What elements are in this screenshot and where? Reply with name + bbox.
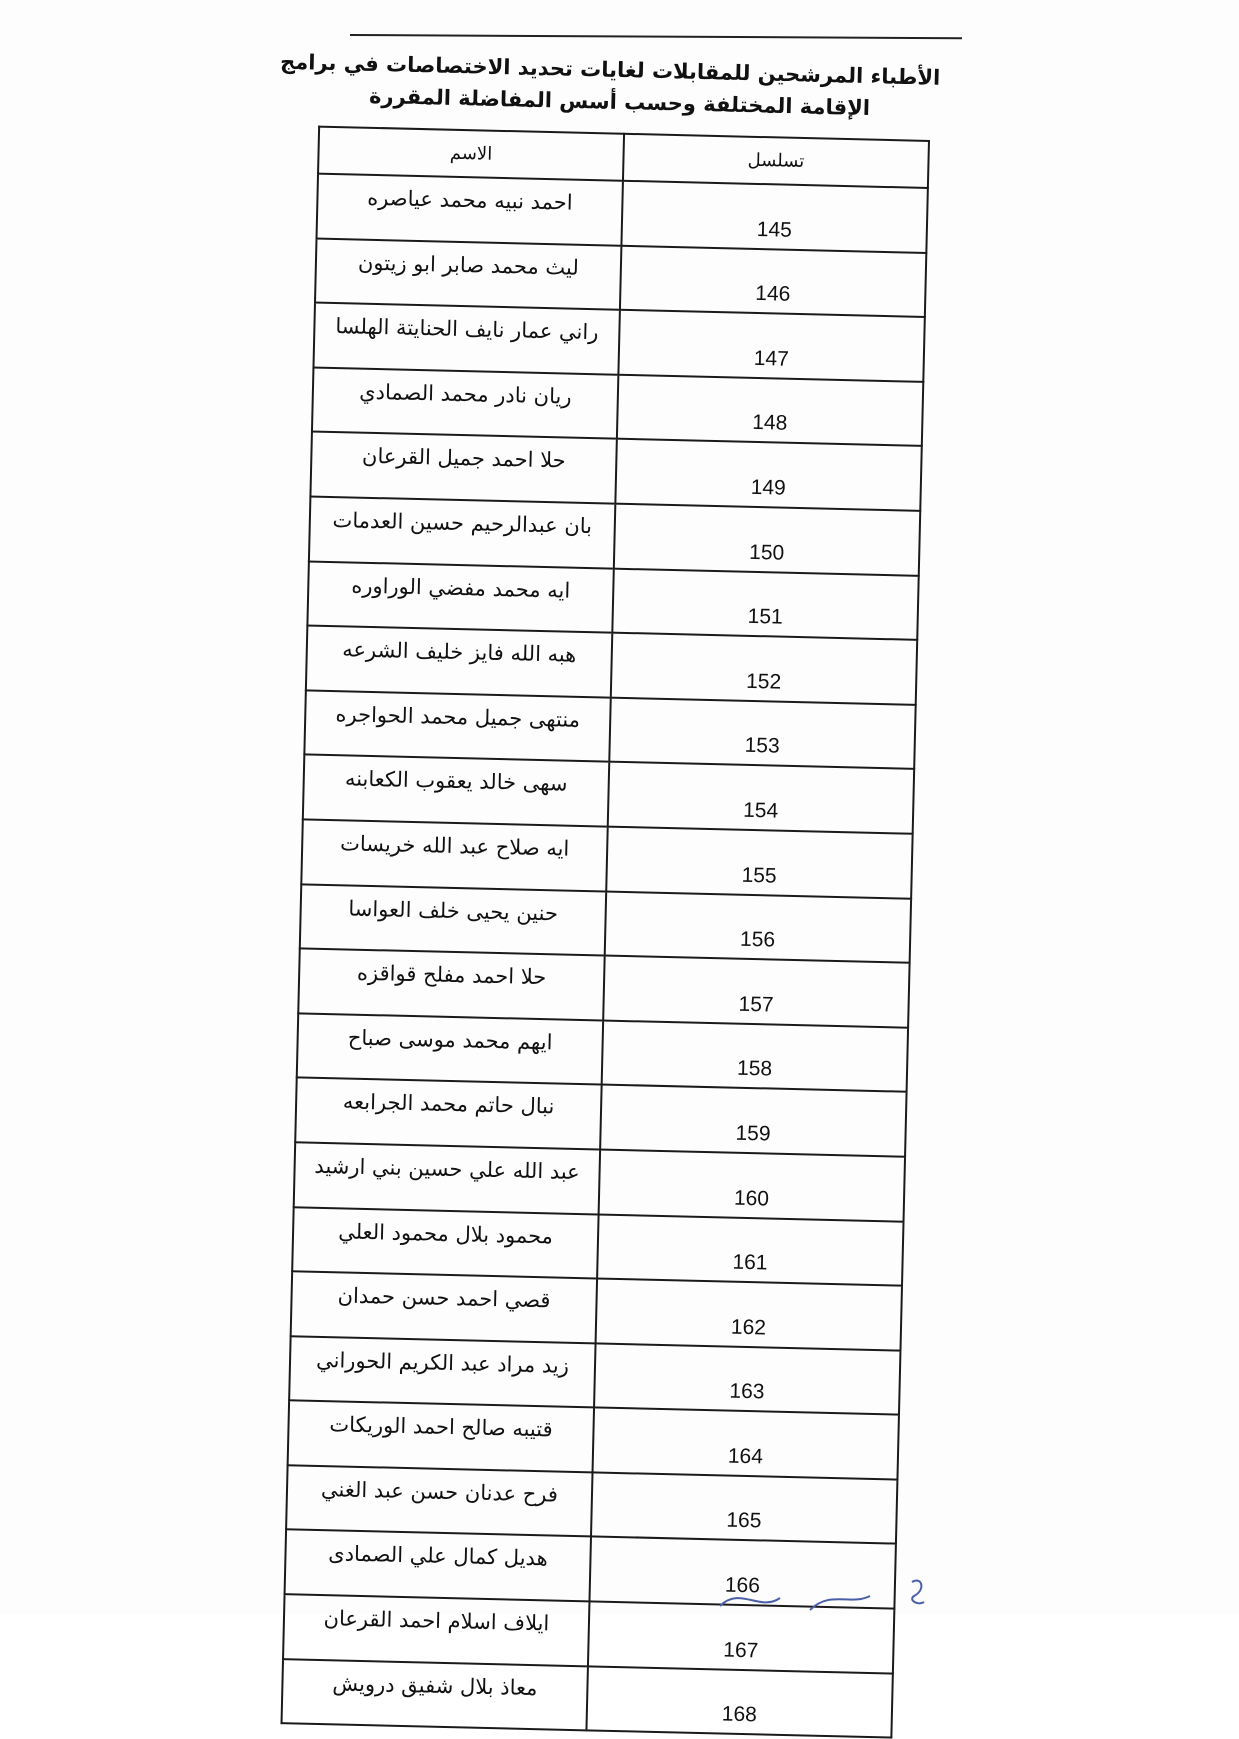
serial-cell: 156 bbox=[605, 891, 911, 963]
name-cell: فرح عدنان حسن عبد الغني bbox=[286, 1465, 592, 1537]
name-cell: قصي احمد حسن حمدان bbox=[291, 1271, 597, 1343]
name-cell: بان عبدالرحيم حسين العدمات bbox=[309, 496, 615, 568]
name-cell: عبد الله علي حسين بني ارشيد bbox=[294, 1142, 600, 1214]
name-cell: حلا احمد مفلح قواقزه bbox=[298, 949, 604, 1021]
name-cell: ايهم محمد موسى صباح bbox=[297, 1013, 603, 1085]
serial-cell: 146 bbox=[620, 245, 926, 317]
name-cell: محمود بلال محمود العلي bbox=[292, 1207, 598, 1279]
serial-cell: 167 bbox=[588, 1601, 894, 1673]
table-row bbox=[282, 1659, 893, 1738]
column-header-name: الاسم bbox=[318, 127, 624, 181]
name-cell: حنين يحيى خلف العواسا bbox=[300, 884, 606, 956]
serial-cell: 159 bbox=[600, 1085, 906, 1157]
name-cell: ايلاف اسلام احمد القرعان bbox=[283, 1594, 589, 1666]
serial-cell: 158 bbox=[602, 1020, 908, 1092]
serial-cell: 154 bbox=[608, 762, 914, 834]
serial-cell: 152 bbox=[611, 633, 917, 705]
document-heading bbox=[279, 46, 941, 126]
serial-cell: 147 bbox=[618, 310, 924, 382]
name-cell: نبال حاتم محمد الجرابعه bbox=[295, 1078, 601, 1150]
name-cell: زيد مراد عبد الكريم الحوراني bbox=[289, 1336, 595, 1408]
name-cell: سهى خالد يعقوب الكعابنه bbox=[303, 755, 609, 827]
serial-cell: 157 bbox=[603, 956, 909, 1028]
name-cell: ريان نادر محمد الصمادي bbox=[312, 367, 618, 439]
name-cell: ليث محمد صابر ابو زيتون bbox=[315, 238, 621, 310]
name-cell: ايه محمد مفضي الوراوره bbox=[307, 561, 613, 633]
serial-cell: 166 bbox=[589, 1537, 895, 1609]
candidates-table bbox=[280, 126, 930, 1739]
candidates-table-container bbox=[280, 126, 930, 1739]
serial-cell: 168 bbox=[586, 1666, 892, 1738]
serial-cell: 150 bbox=[614, 504, 920, 576]
serial-cell: 165 bbox=[591, 1472, 897, 1544]
column-header-serial: تسلسل bbox=[623, 134, 929, 188]
serial-cell: 151 bbox=[612, 568, 918, 640]
serial-cell: 149 bbox=[615, 439, 921, 511]
signature-mark bbox=[700, 1576, 960, 1614]
name-cell: احمد نبيه محمد عياصره bbox=[317, 174, 623, 246]
name-cell: هديل كمال علي الصمادى bbox=[285, 1530, 591, 1602]
serial-cell: 161 bbox=[597, 1214, 903, 1286]
serial-cell: 164 bbox=[593, 1408, 899, 1480]
serial-cell: 148 bbox=[617, 375, 923, 447]
serial-cell: 160 bbox=[599, 1149, 905, 1221]
name-cell: ايه صلاح عبد الله خريسات bbox=[301, 819, 607, 891]
heading-line-2: الإقامة المختلفة وحسب أسس المفاضلة المقررة bbox=[368, 83, 871, 121]
top-rule-divider bbox=[350, 34, 962, 39]
serial-cell: 162 bbox=[596, 1279, 902, 1351]
name-cell: قتيبه صالح احمد الوريكات bbox=[288, 1401, 594, 1473]
name-cell: راني عمار نايف الحنايتة الهلسا bbox=[313, 303, 619, 375]
serial-cell: 153 bbox=[609, 697, 915, 769]
serial-cell: 145 bbox=[621, 181, 927, 253]
name-cell: هبه الله فايز خليف الشرعه bbox=[306, 626, 612, 698]
serial-cell: 163 bbox=[594, 1343, 900, 1415]
heading-line-1: الأطباء المرشحين للمقابلات لغايات تحديد الاختصاصات في برامج bbox=[279, 49, 941, 90]
name-cell: حلا احمد جميل القرعان bbox=[310, 432, 616, 504]
name-cell: معاذ بلال شفيق درويش bbox=[282, 1659, 588, 1731]
serial-cell: 155 bbox=[606, 827, 912, 899]
name-cell: منتهى جميل محمد الحواجره bbox=[304, 690, 610, 762]
